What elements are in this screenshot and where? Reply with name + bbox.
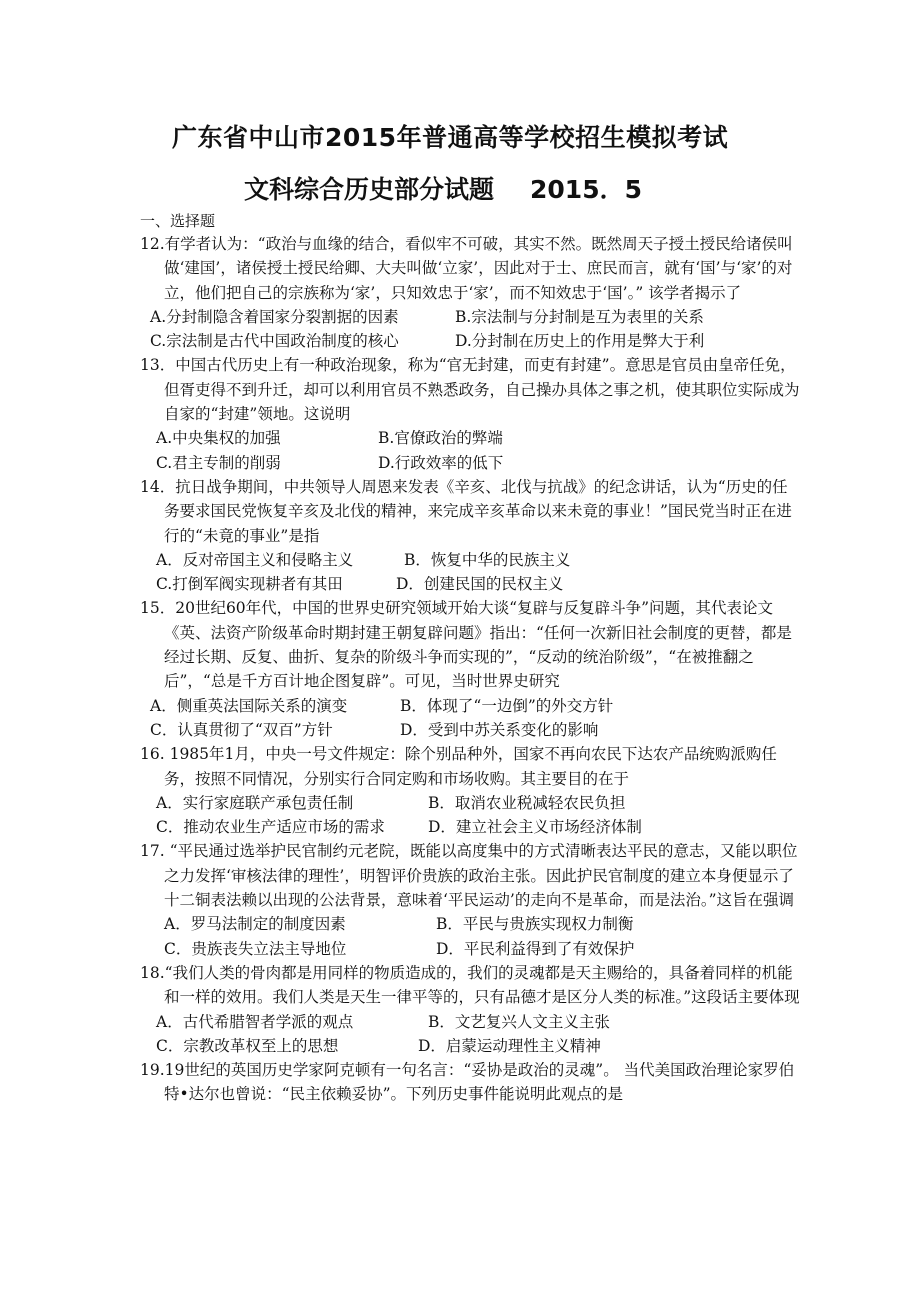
options xyxy=(140,548,800,597)
question-stem: 17. “平民通过选举护民官制约元老院，既能以高度集中的方式清晰表达平民的意志，又能以职位之力发挥‘审核法律的理性’，明智评价贵族的政治主张。因此护民官制度的建立本身便显示了十二铜表法赖以出现的公法背景，意味着‘平民运动’的走向不是革命，而是法治。”这旨在强调 xyxy=(140,842,798,910)
option-a: A．实行家庭联产承包责任制 xyxy=(156,793,354,812)
exam-subtitle xyxy=(244,170,642,206)
option-d: D．启蒙运动理性主义精神 xyxy=(418,1036,601,1055)
option-a: A.分封制隐含着国家分裂割据的因素 xyxy=(150,307,399,326)
options xyxy=(140,912,800,961)
option-b: B.官僚政治的弊端 xyxy=(378,429,503,448)
options xyxy=(140,694,800,743)
option-d: D.行政效率的低下 xyxy=(378,453,504,472)
option-d: D．建立社会主义市场经济体制 xyxy=(428,818,642,837)
question-16 xyxy=(140,742,800,839)
section-heading: 一、选择题 xyxy=(140,212,216,230)
question-stem: 16. 1985年1月，中央一号文件规定：除个别品种外，国家不再向农民下达农产品统购派购任务，按照不同情况，分别实行合同定购和市场收购。其主要目的在于 xyxy=(140,745,777,788)
question-17 xyxy=(140,839,800,960)
option-a: A．罗马法制定的制度因素 xyxy=(164,915,346,934)
question-13 xyxy=(140,353,800,474)
option-a: A．反对帝国主义和侵略主义 xyxy=(156,550,354,569)
question-12 xyxy=(140,232,800,353)
option-c: C．认真贯彻了“双百”方针 xyxy=(150,720,333,739)
option-d: D．创建民国的民权主义 xyxy=(396,575,564,594)
question-stem: 19.19世纪的英国历史学家阿克顿有一句名言：“妥协是政治的灵魂”。 当代美国政治理论家罗伯特•达尔也曾说：“民主依赖妥协”。下列历史事件能说明此观点的是 xyxy=(140,1061,795,1104)
question-15 xyxy=(140,596,800,742)
options xyxy=(140,305,800,354)
subtitle-text: 文科综合历史部分试题 xyxy=(244,175,495,204)
option-c: C．推动农业生产适应市场的需求 xyxy=(156,818,385,837)
options xyxy=(140,791,800,840)
question-stem: 12.有学者认为：“政治与血缘的结合，看似牢不可破，其实不然。既然周天子授土授民给诸侯叫做‘建国’，诸侯授土授民给卿、大夫叫做‘立家’，因此对于士、庶民而言，就有‘国’与‘家’的对立，他们把自己的宗族称为‘家’，只知效忠于‘家’，而不知效忠于‘国’。” 该学者揭示了 xyxy=(140,235,793,302)
option-c: C.打倒军阀实现耕者有其田 xyxy=(156,575,343,594)
exam-date: 2015．5 xyxy=(530,175,642,204)
option-b: B．平民与贵族实现权力制衡 xyxy=(436,915,634,934)
option-b: B．取消农业税减轻农民负担 xyxy=(428,793,626,812)
option-c: C.君主专制的削弱 xyxy=(156,453,281,472)
questions-list xyxy=(140,232,800,1107)
option-b: B.宗法制与分封制是互为表里的关系 xyxy=(455,307,704,326)
question-18 xyxy=(140,961,800,1058)
question-14 xyxy=(140,475,800,596)
question-stem: 15．20世纪60年代，中国的世界史研究领域开始大谈“复辟与反复辟斗争”问题，其代表论文《英、法资产阶级革命时期封建王朝复辟问题》指出：“任何一次新旧社会制度的更替，都是经过长期、反复、曲折、复杂的阶级斗争而实现的”，“反动的统治阶级”，“在被推翻之后”，“总是千方百计地企图复辟”。可见，当时世界史研究 xyxy=(140,599,792,691)
question-stem: 18.“我们人类的骨肉都是用同样的物质造成的，我们的灵魂都是天主赐给的，具备着同样的机能和一样的效用。我们人类是天生一律平等的，只有品德才是区分人类的标准。”这段话主要体现 xyxy=(140,963,800,1007)
exam-title: 广东省中山市2015年普通高等学校招生模拟考试 xyxy=(172,123,729,152)
option-a: A．侧重英法国际关系的演变 xyxy=(150,696,348,715)
options xyxy=(140,426,800,475)
option-a: A.中央集权的加强 xyxy=(156,429,281,448)
options xyxy=(140,1010,800,1059)
question-stem: 13．中国古代历史上有一种政治现象，称为“官无封建，而吏有封建”。意思是官员由皇帝任免，但胥吏得不到升迁，却可以利用官员不熟悉政务，自己操办具体之事之机，使其职位实际成为自家的“封建”领地。这说明 xyxy=(140,356,800,424)
option-d: D．平民利益得到了有效保护 xyxy=(436,939,635,958)
option-c: C．宗教改革权至上的思想 xyxy=(156,1036,339,1055)
option-d: D．受到中苏关系变化的影响 xyxy=(400,720,599,739)
question-stem: 14．抗日战争期间，中共领导人周恩来发表《辛亥、北伐与抗战》的纪念讲话，认为“历史的任务要求国民党恢复辛亥及北伐的精神，来完成辛亥革命以来未竟的事业！”国民党当时正在进行的“未竟的事业”是指 xyxy=(140,477,792,545)
option-d: D.分封制在历史上的作用是弊大于利 xyxy=(455,332,705,351)
option-b: B．文艺复兴人文主义主张 xyxy=(428,1012,610,1031)
question-19 xyxy=(140,1058,800,1107)
option-a: A．古代希腊智者学派的观点 xyxy=(156,1012,354,1031)
option-b: B．体现了“一边倒”的外交方针 xyxy=(400,696,614,715)
option-c: C．贵族丧失立法主导地位 xyxy=(164,939,347,958)
option-b: B．恢复中华的民族主义 xyxy=(404,550,571,569)
option-c: C.宗法制是古代中国政治制度的核心 xyxy=(150,332,399,351)
